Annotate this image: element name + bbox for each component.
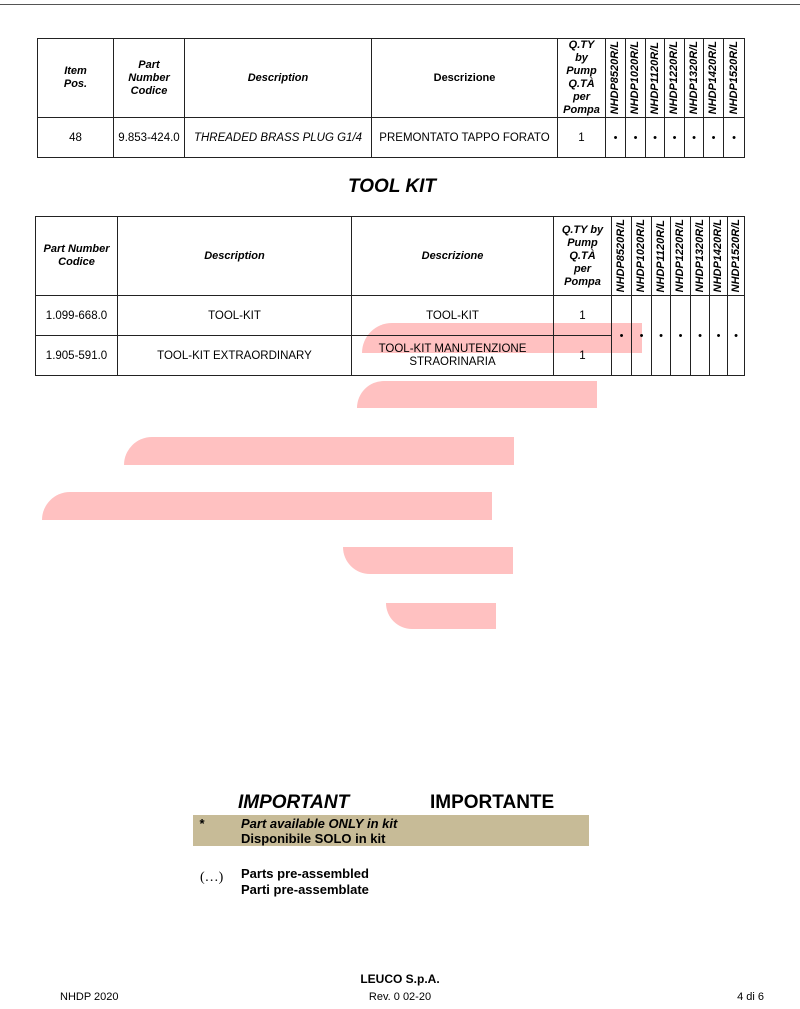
header-model: NHDP1020R/L [632,217,652,296]
descrizione: TOOL-KIT MANUTENZIONE STRAORINARIA [352,336,554,376]
model-mark: • [691,336,710,376]
model-mark: • [710,336,728,376]
model-mark: • [728,336,745,376]
model-mark: • [685,118,704,158]
header-description: Description [118,217,352,296]
header-model: NHDP1120R/L [646,39,665,118]
header-model: NHDP1020R/L [626,39,646,118]
header-model: NHDP8520R/L [606,39,626,118]
descrizione: TOOL-KIT [352,296,554,336]
description: TOOL-KIT [118,296,352,336]
qty: 1 [554,336,612,376]
parts-table [37,38,745,158]
item-pos: 48 [38,118,114,158]
table-header-row [38,39,745,118]
header-qty: Q.TY by Pump Q.TÀ per Pompa [558,39,606,118]
qty: 1 [554,296,612,336]
top-rule [0,4,800,5]
model-mark: • [612,336,632,376]
header-model: NHDP1320R/L [685,39,704,118]
header-model: NHDP8520R/L [612,217,632,296]
model-mark: • [652,336,671,376]
table-header-row [36,217,745,296]
header-model: NHDP1220R/L [665,39,685,118]
kit-note-en: Part available ONLY in kit [241,816,398,831]
tool-kit-table [35,216,745,376]
header-model: NHDP1520R/L [724,39,745,118]
model-mark: • [632,336,652,376]
part-number: 9.853-424.0 [114,118,185,158]
kit-only-note [193,815,589,846]
kit-note-it: Disponibile SOLO in kit [241,831,386,846]
pre-note-en: Parts pre-assembled [241,866,369,881]
model-mark: • [724,118,745,158]
model-mark: • [626,118,646,158]
tool-kit-title: TOOL KIT [348,176,436,197]
footer-page-number: 4 di 6 [737,991,764,1003]
description: TOOL-KIT EXTRAORDINARY [118,336,352,376]
header-qty: Q.TY by Pump Q.TÀ per Pompa [554,217,612,296]
header-part-number: Part Number Codice [36,217,118,296]
table-row [36,336,745,376]
header-descrizione: Descrizione [352,217,554,296]
header-part-number: Part Number Codice [114,39,185,118]
important-en: IMPORTANT [238,792,350,813]
header-item-pos: Item Pos. [38,39,114,118]
part-number: 1.905-591.0 [36,336,118,376]
header-model: NHDP1320R/L [691,217,710,296]
header-model: NHDP1520R/L [728,217,745,296]
header-model: NHDP1220R/L [671,217,691,296]
important-it: IMPORTANTE [430,792,555,813]
footer-revision: Rev. 0 02-20 [368,991,432,1003]
table-row [38,118,745,158]
model-mark: • [646,118,665,158]
footer-document: NHDP 2020 [60,991,119,1003]
important-heading [238,792,555,814]
pre-note-it: Parti pre-assemblate [241,882,369,897]
header-model: NHDP1120R/L [652,217,671,296]
description: THREADED BRASS PLUG G1/4 [185,118,372,158]
header-model: NHDP1420R/L [704,39,724,118]
asterisk-symbol: * [199,816,205,831]
footer-company: LEUCO S.p.A. [360,972,440,986]
part-number: 1.099-668.0 [36,296,118,336]
descrizione: PREMONTATO TAPPO FORATO [372,118,558,158]
model-mark: • [606,118,626,158]
qty: 1 [558,118,606,158]
header-model: NHDP1420R/L [710,217,728,296]
header-descrizione: Descrizione [372,39,558,118]
model-mark: • [704,118,724,158]
model-mark: • [665,118,685,158]
header-description: Description [185,39,372,118]
model-mark: • [671,336,691,376]
ellipsis-parentheses-symbol: (…) [200,870,224,885]
